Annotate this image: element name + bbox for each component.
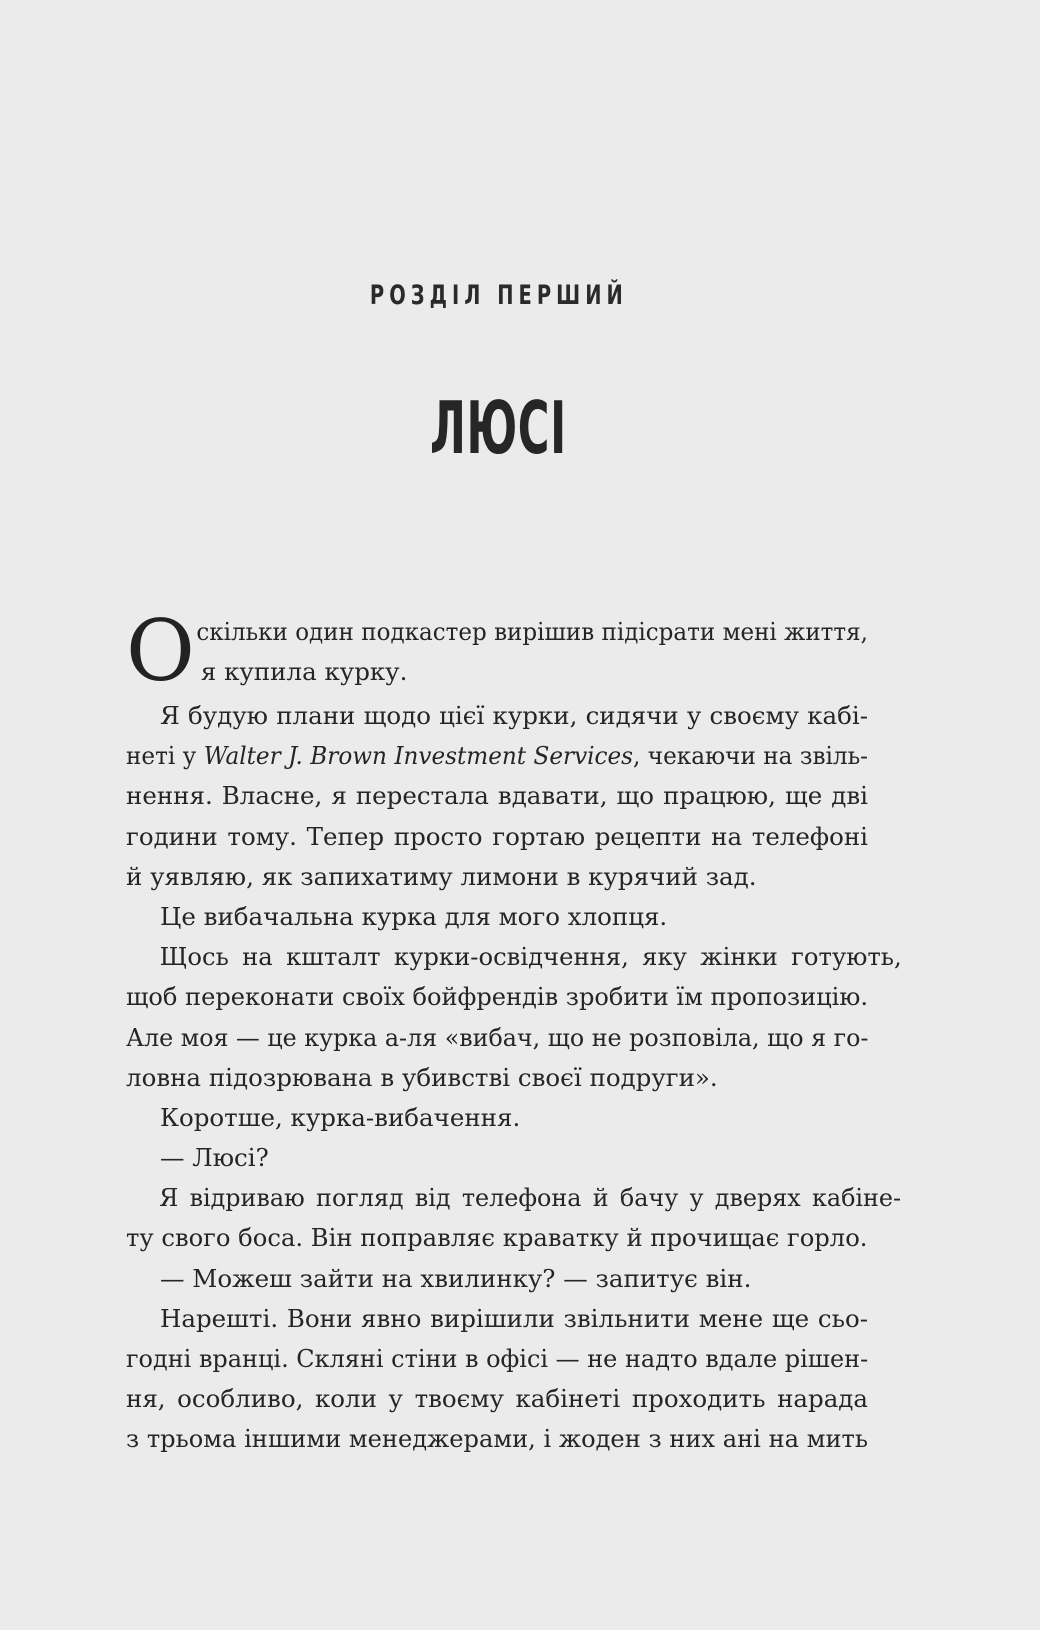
chapter-title: ЛЮСІ (430, 386, 567, 470)
text-line: — Люсі? (160, 1143, 269, 1173)
drop-cap: О (126, 602, 195, 700)
text-fragment: неті у (126, 741, 204, 771)
text-line: ту свого боса. Він поправляє краватку й прочищає горло. (126, 1223, 868, 1253)
text-line: скільки один подкастер вирішив підісрати мені життя, (196, 617, 868, 646)
text-line: нення. Власне, я перестала вдавати, що працюю, ще дві (126, 781, 868, 811)
chapter-label: РОЗДІЛ ПЕРШИЙ (369, 280, 628, 311)
paragraph-1 (126, 602, 868, 700)
text-fragment: , чекаючи на звіль- (633, 741, 868, 771)
text-line: Щось на кшталт курки-освідчення, яку жінки готують, (159, 942, 902, 972)
text-line: й уявляю, як запихатиму лимони в курячий зад. (126, 861, 757, 891)
text-line: Я будую плани щодо цієї курки, сидячи у своєму кабі- (160, 701, 868, 730)
text-line: Нарешті. Вони явно вирішили звільнити мене ще сьо- (160, 1303, 868, 1333)
text-line: Я відриваю погляд від телефона й бачу у дверях кабіне- (159, 1183, 902, 1213)
text-line: Але моя — це курка а-ля «вибач, що не розповіла, що я го- (126, 1022, 869, 1052)
text-line: — Можеш зайти на хвилинку? — запитує він. (160, 1263, 752, 1293)
text-line: я купила курку. (200, 657, 408, 687)
text-line: години тому. Тепер просто гортаю рецепти на телефоні (126, 821, 868, 851)
text-line: Це вибачальна курка для мого хлопця. (160, 901, 668, 931)
company-name: Walter J. Brown Investment Services (203, 741, 634, 771)
text-line: годні вранці. Скляні стіни в офісі — не надто вдале рішен- (126, 1344, 869, 1373)
body-text (126, 602, 902, 1460)
text-line (126, 736, 868, 776)
text-line: щоб переконати своїх бойфрендів зробити їм пропозицію. (126, 982, 869, 1012)
text-line: ня, особливо, коли у твоєму кабінеті проходить нарада (126, 1384, 868, 1414)
text-line: ловна підозрювана в убивстві своєї подруги». (126, 1062, 718, 1092)
text-line: Коротше, курка-вибачення. (160, 1102, 521, 1132)
text-line: з трьома іншими менеджерами, і жоден з них ані на мить (126, 1424, 869, 1454)
